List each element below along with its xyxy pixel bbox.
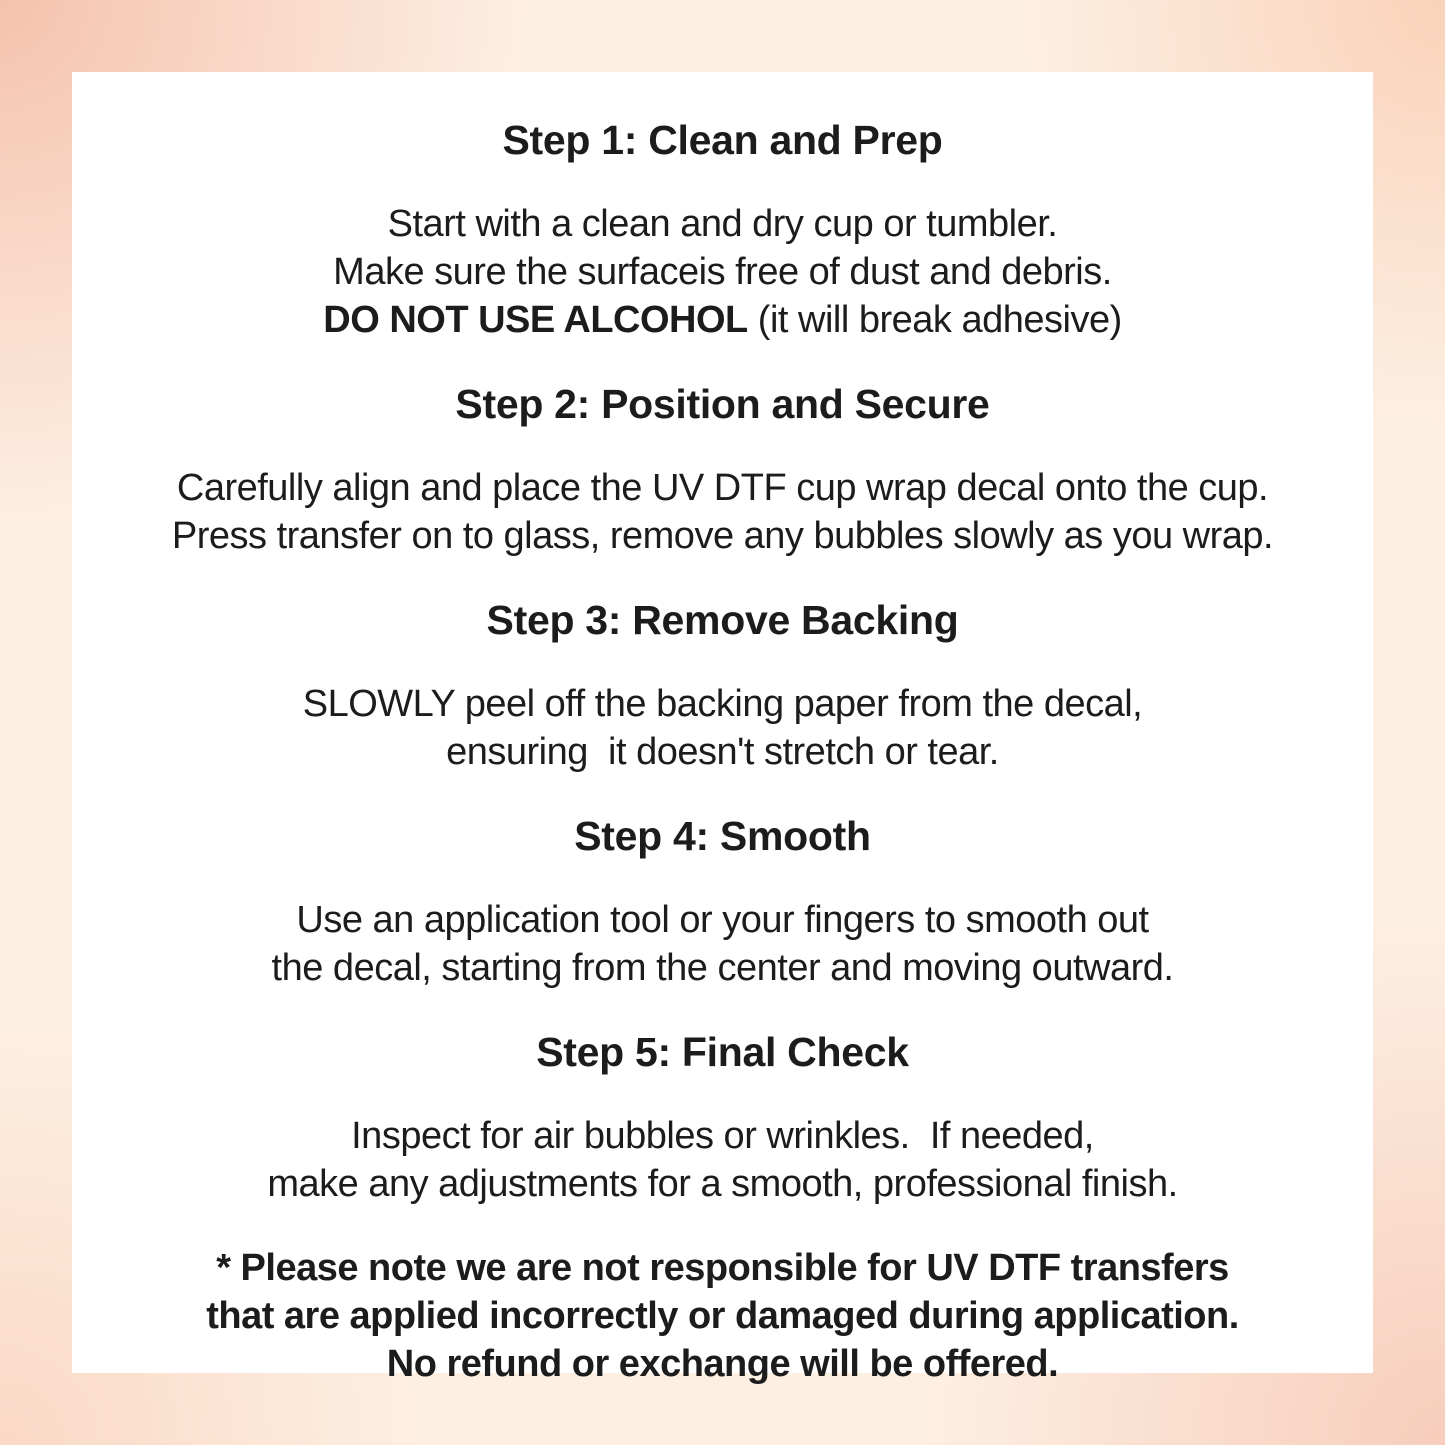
step-2-line-1: Carefully align and place the UV DTF cup wrap decal onto the cup. — [176, 467, 1269, 509]
step-3-heading: Step 3: Remove Backing — [486, 597, 959, 643]
step-1-heading: Step 1: Clean and Prep — [502, 117, 943, 163]
step-5-heading: Step 5: Final Check — [536, 1029, 909, 1075]
step-3-line-2: ensuring it doesn't stretch or tear. — [446, 731, 999, 773]
step-3-line-1: SLOWLY peel off the backing paper from the decal, — [302, 683, 1143, 725]
step-section-1 — [92, 116, 1353, 344]
step-5-line-1: Inspect for air bubbles or wrinkles. If needed, — [351, 1115, 1094, 1157]
step-1-line-2: Make sure the surfaceis free of dust and debris. — [333, 251, 1112, 293]
step-section-5 — [92, 1028, 1353, 1208]
disclaimer-text — [92, 1244, 1353, 1388]
step-1-line-1: Start with a clean and dry cup or tumbler. — [387, 203, 1058, 245]
disclaimer-section — [92, 1244, 1353, 1388]
instruction-card — [72, 72, 1373, 1385]
step-section-3 — [92, 596, 1353, 776]
disclaimer-line-2: that are applied incorrectly or damaged during application. — [206, 1295, 1239, 1337]
step-2-body — [92, 464, 1353, 560]
disclaimer-line-3: No refund or exchange will be offered. — [386, 1343, 1059, 1385]
step-1-alcohol-note: (it will break adhesive) — [747, 299, 1122, 341]
step-section-4 — [92, 812, 1353, 992]
step-1-alcohol-warning: DO NOT USE ALCOHOL — [323, 299, 748, 341]
disclaimer-line-1: * Please note we are not responsible for UV DTF transfers — [216, 1247, 1229, 1289]
step-3-body — [92, 680, 1353, 776]
step-5-line-2: make any adjustments for a smooth, professional finish. — [267, 1163, 1178, 1205]
step-4-heading: Step 4: Smooth — [574, 813, 871, 859]
step-4-line-1: Use an application tool or your fingers to smooth out — [296, 899, 1149, 941]
step-4-body — [92, 896, 1353, 992]
step-1-body — [92, 200, 1353, 344]
step-5-body — [92, 1112, 1353, 1208]
step-2-line-2: Press transfer on to glass, remove any bubbles slowly as you wrap. — [171, 515, 1274, 557]
step-1-line-3 — [92, 296, 1353, 344]
step-4-line-2: the decal, starting from the center and moving outward. — [271, 947, 1174, 989]
step-section-2 — [92, 380, 1353, 560]
step-2-heading: Step 2: Position and Secure — [455, 381, 990, 427]
